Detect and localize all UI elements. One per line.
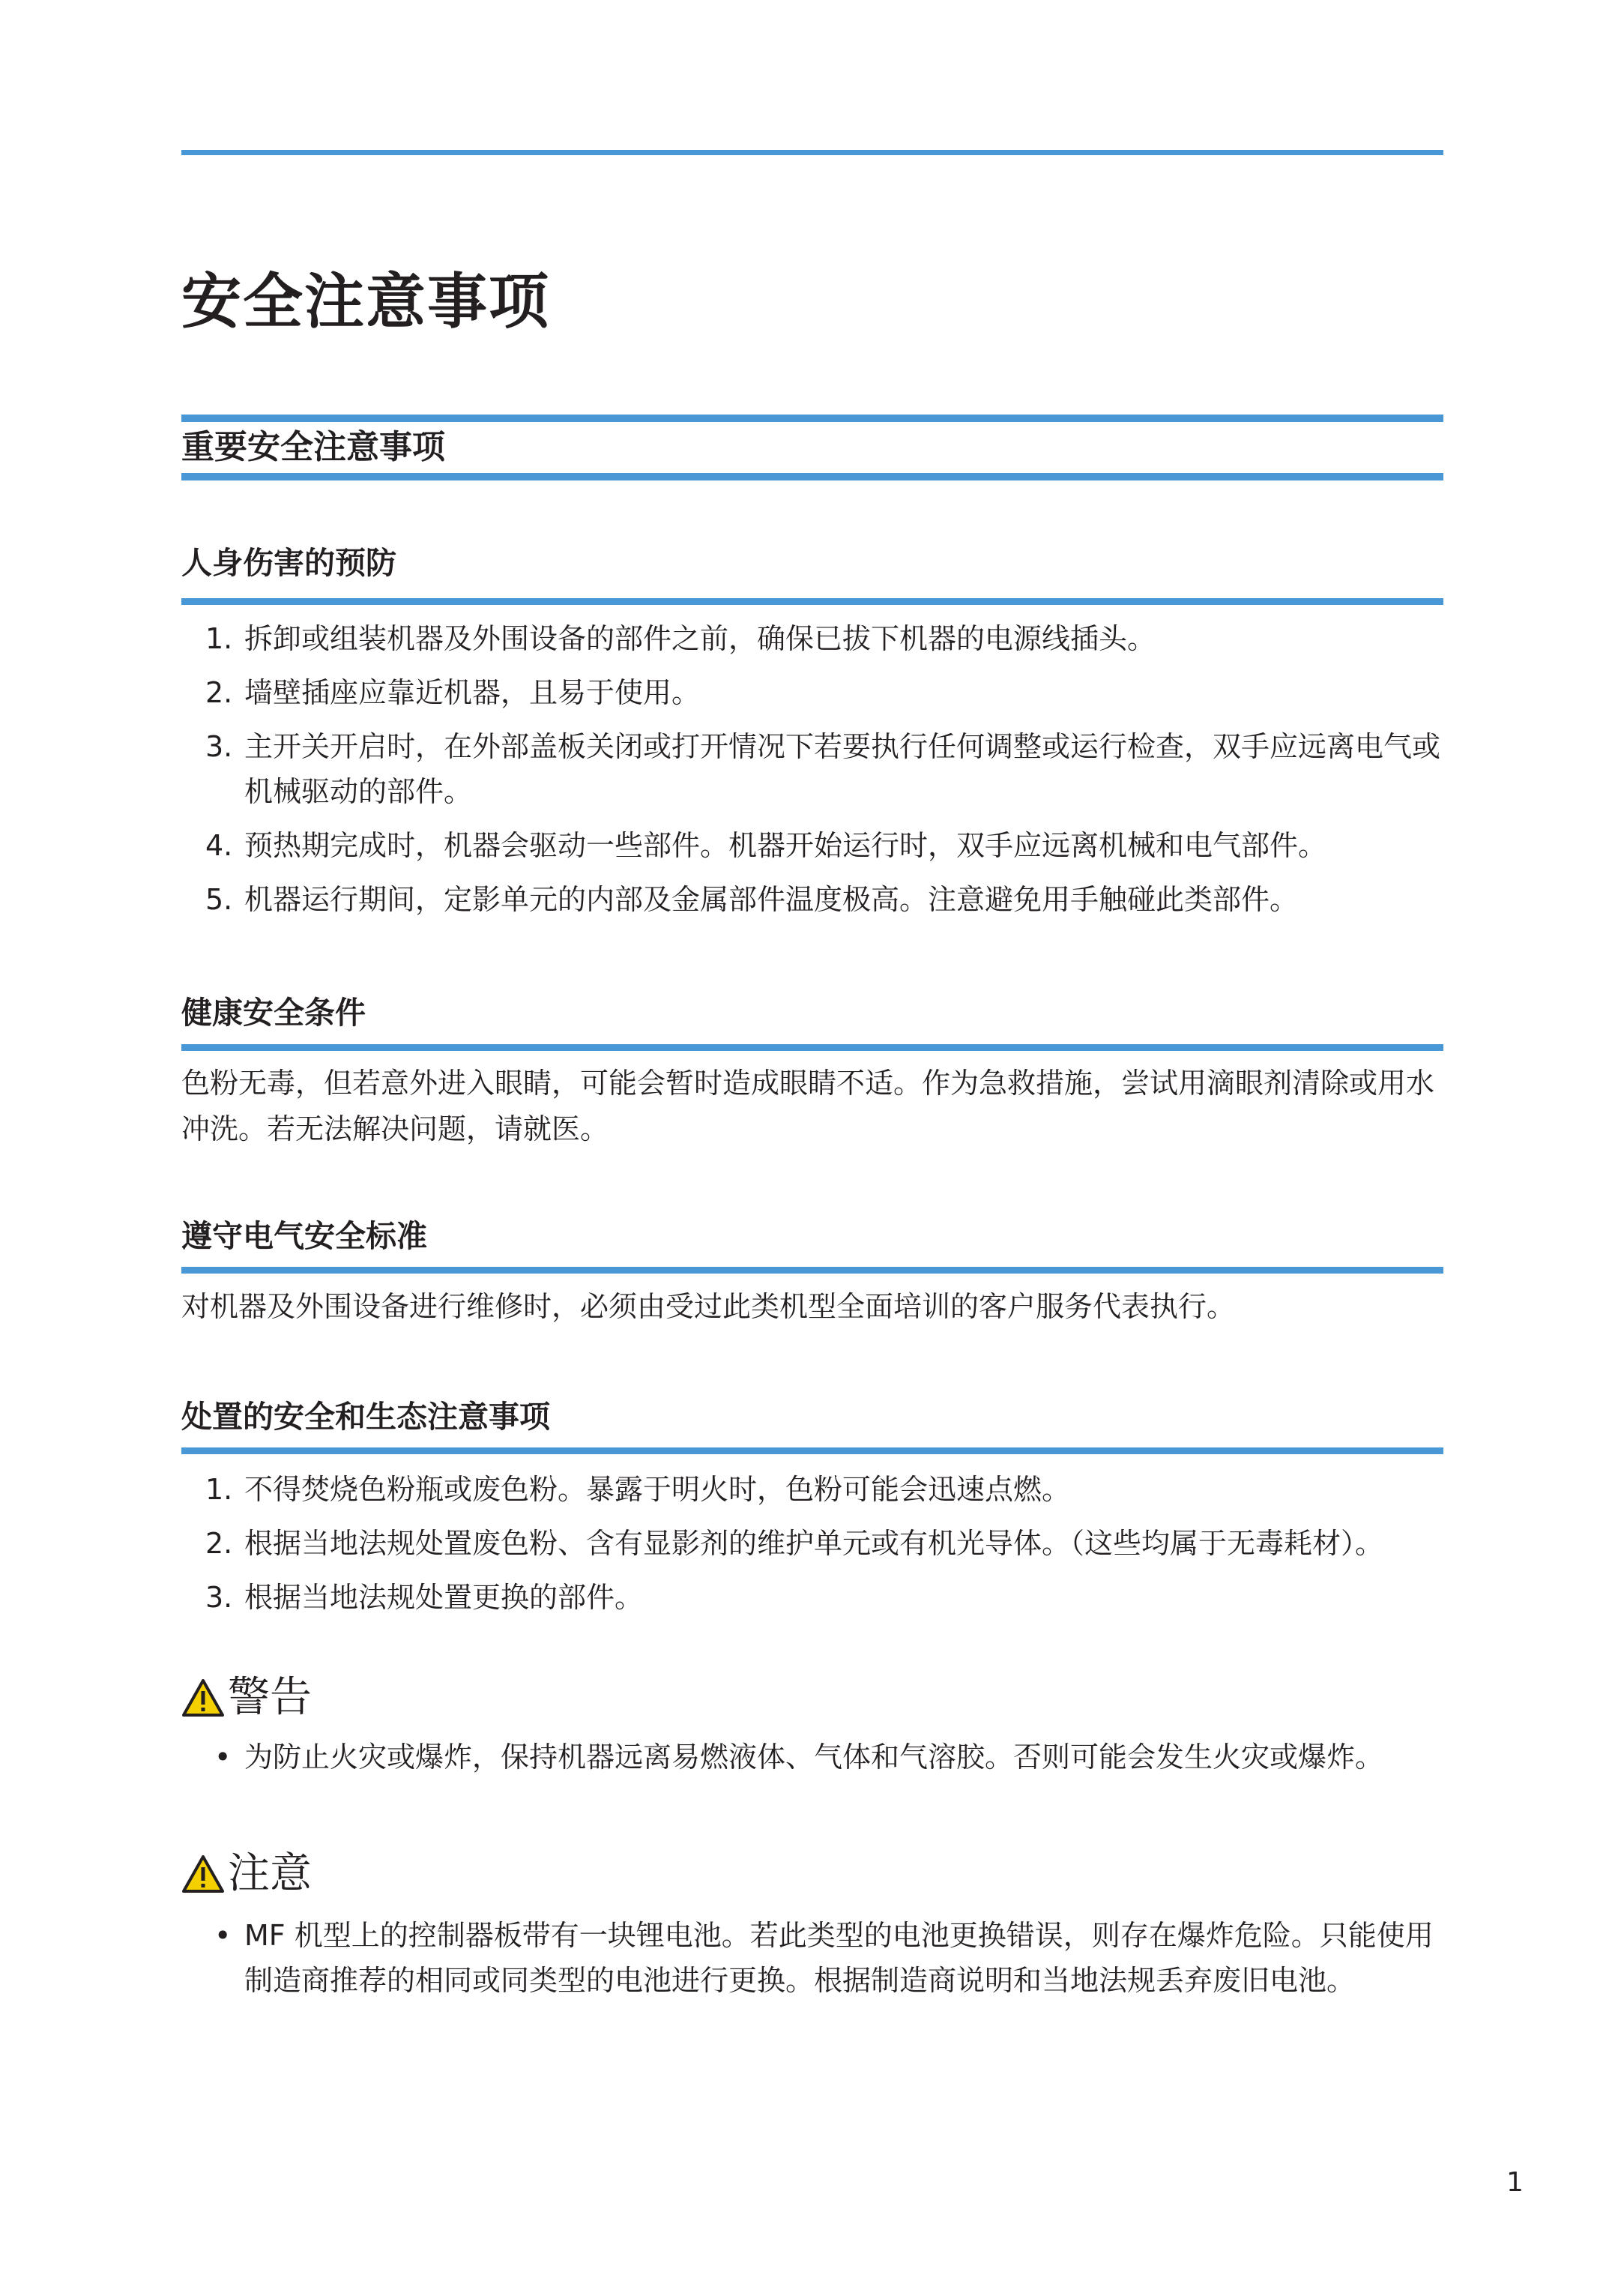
list-text: 预热期完成时，机器会驱动一些部件。机器开始运行时，双手应远离机械和电气部件。 [244, 829, 1327, 862]
heading-injury-prevention: 人身伤害的预防 [181, 545, 396, 581]
warning-callout [181, 1672, 312, 1724]
list-item [181, 1467, 1443, 1512]
heading-rule-health [181, 1044, 1443, 1051]
list-number: 1. [205, 1473, 233, 1506]
list-item [181, 1521, 1443, 1566]
heading-rule-electrical [181, 1267, 1443, 1274]
warning-text: 为防止火灾或爆炸，保持机器远离易燃液体、气体和气溶胶。否则可能会发生火灾或爆炸。 [244, 1741, 1384, 1774]
heading-rule-disposal [181, 1447, 1443, 1454]
caution-callout [181, 1848, 312, 1900]
health-safety-text: 色粉无毒，但若意外进入眼睛，可能会暂时造成眼睛不适。作为急救措施，尝试用滴眼剂清除或用水冲洗。若无法解决问题，请就医。 [181, 1067, 1435, 1145]
bullet: • [214, 1919, 232, 1952]
list-number: 2. [205, 1527, 233, 1560]
list-number: 3. [205, 730, 233, 763]
list-text: 墙壁插座应靠近机器，且易于使用。 [244, 676, 701, 709]
list-text: 拆卸或组装机器及外围设备的部件之前，确保已拔下机器的电源线插头。 [244, 622, 1156, 655]
caution-label: 注意 [228, 1849, 312, 1898]
list-text: 不得焚烧色粉瓶或废色粉。暴露于明火时，色粉可能会迅速点燃。 [244, 1473, 1071, 1506]
section-title: 重要安全注意事项 [181, 428, 445, 466]
top-rule [181, 150, 1443, 155]
page-number: 1 [1506, 2167, 1524, 2198]
list-text: 主开关开启时，在外部盖板关闭或打开情况下若要执行任何调整或运行检查，双手应远离电气或机械驱动的部件。 [244, 730, 1441, 808]
list-item [181, 616, 1443, 661]
caution-triangle-icon [181, 1854, 225, 1893]
warning-label: 警告 [228, 1673, 312, 1722]
page-title: 安全注意事项 [181, 267, 550, 337]
warning-list [181, 1735, 1443, 1780]
list-item [181, 1735, 1443, 1780]
heading-disposal: 处置的安全和生态注意事项 [181, 1399, 550, 1435]
section-rule-top [181, 415, 1443, 422]
list-item [181, 1913, 1443, 2003]
electrical-standards-text: 对机器及外围设备进行维修时，必须由受过此类机型全面培训的客户服务代表执行。 [181, 1290, 1236, 1323]
warning-triangle-icon [181, 1678, 225, 1717]
list-number: 4. [205, 829, 233, 862]
list-item [181, 1575, 1443, 1620]
caution-text: MF 机型上的控制器板带有一块锂电池。若此类型的电池更换错误，则存在爆炸危险。只能使用制造商推荐的相同或同类型的电池进行更换。根据制造商说明和当地法规丢弃废旧电池。 [244, 1919, 1434, 1997]
disposal-list [181, 1467, 1443, 1629]
bullet: • [214, 1741, 232, 1774]
list-text: 根据当地法规处置废色粉、含有显影剂的维护单元或有机光导体。（这些均属于无毒耗材）。 [244, 1527, 1384, 1560]
injury-prevention-list [181, 616, 1443, 931]
list-text: 机器运行期间，定影单元的内部及金属部件温度极高。注意避免用手触碰此类部件。 [244, 883, 1299, 916]
list-number: 3. [205, 1581, 233, 1614]
list-item [181, 670, 1443, 715]
list-number: 2. [205, 676, 233, 709]
heading-rule-injury [181, 598, 1443, 605]
list-text: 根据当地法规处置更换的部件。 [244, 1581, 644, 1614]
list-item [181, 724, 1443, 814]
list-number: 1. [205, 622, 233, 655]
list-item [181, 823, 1443, 868]
list-number: 5. [205, 883, 233, 916]
section-rule-bottom [181, 473, 1443, 480]
heading-health-safety: 健康安全条件 [181, 995, 366, 1031]
list-item [181, 877, 1443, 922]
heading-electrical-standards: 遵守电气安全标准 [181, 1218, 427, 1254]
caution-list [181, 1913, 1443, 2003]
